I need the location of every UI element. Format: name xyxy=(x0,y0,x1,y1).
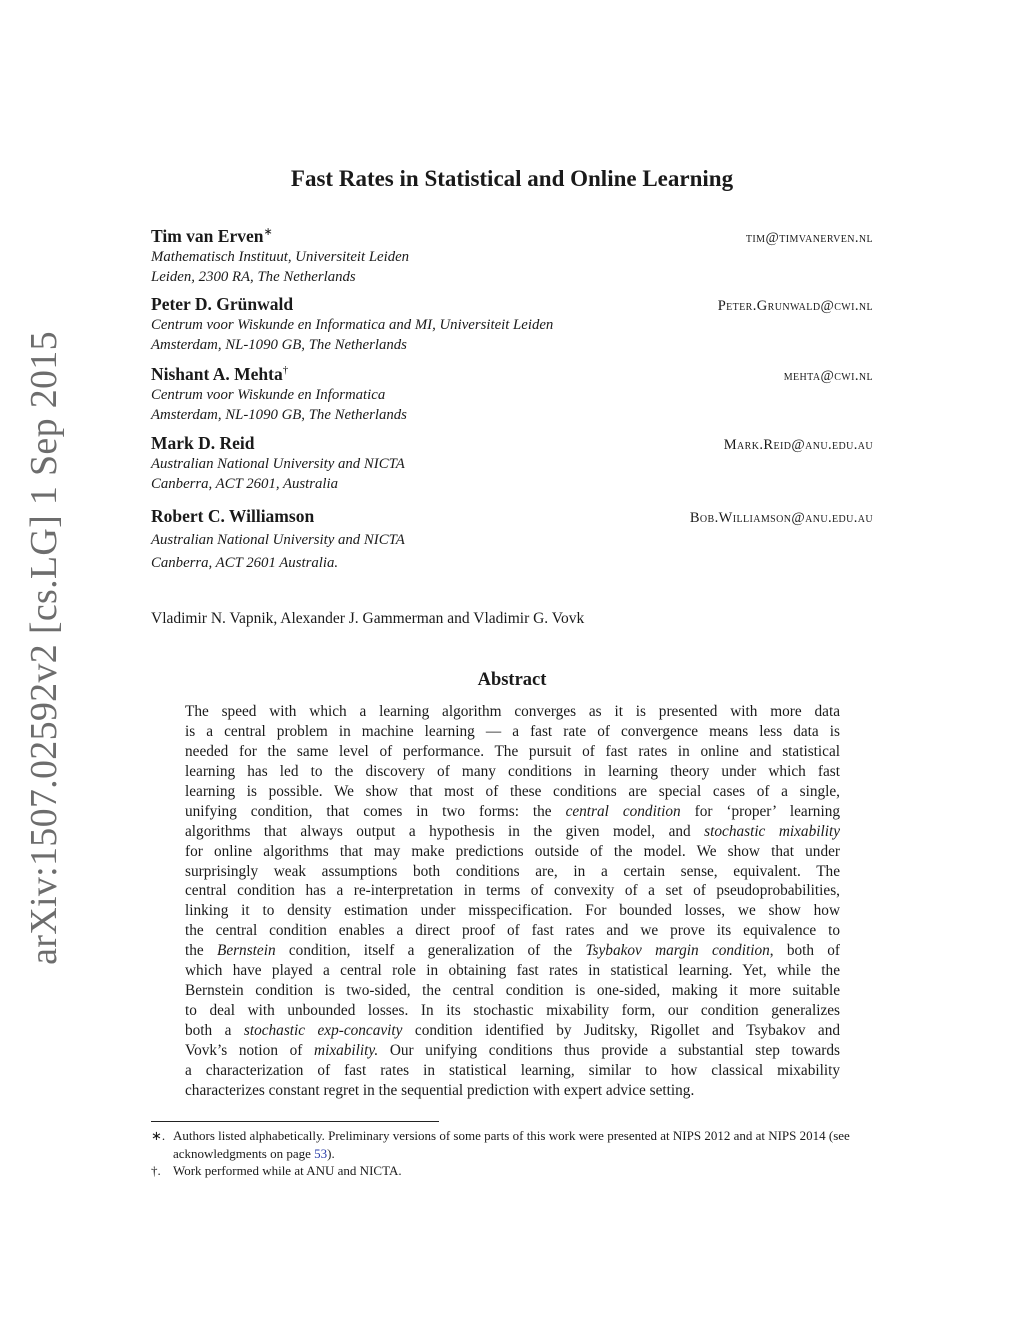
term-stochastic-mixability: stochastic mixability xyxy=(704,822,841,840)
author-address: Leiden, 2300 RA, The Netherlands xyxy=(151,268,356,285)
author-affiliation: Australian National University and NICTA xyxy=(151,456,405,472)
abstract-heading: Abstract xyxy=(477,670,547,690)
term-exp-concavity: stochastic exp-concavity xyxy=(243,1022,403,1039)
abstract-line: Bernstein condition is two-sided, the central condition is one-sided, making it more suitable xyxy=(185,982,840,1000)
footnotes xyxy=(151,1127,873,1180)
author-block xyxy=(151,506,873,573)
abstract-line: is a central problem in machine learning — a fast rate of convergence means less data is xyxy=(185,722,840,740)
editors-line: Vladimir N. Vapnik, Alexander J. Gammerman and Vladimir G. Vovk xyxy=(151,610,585,627)
abstract-line: linking it to density estimation under misspecification. For bounded losses, we show how xyxy=(185,902,840,920)
abstract-line: the Bernstein condition, itself a generalization of the Tsybakov margin condition, both of xyxy=(185,942,841,960)
author-block xyxy=(151,433,873,494)
author-affiliation: Mathematisch Instituut, Universiteit Leiden xyxy=(151,248,410,265)
abstract-line: for online algorithms that may make predictions outside of the model. We show that under xyxy=(185,842,840,860)
author-address: Amsterdam, NL-1090 GB, The Netherlands xyxy=(151,407,407,423)
term-tsybakov: Tsybakov margin condition xyxy=(585,942,770,960)
abstract-line: a characterization of fast rates in statistical learning, similar to how classical mixability xyxy=(185,1061,840,1079)
footnote-divider xyxy=(151,1121,439,1122)
abstract-line: which have played a central role in obtaining fast rates in statistical learning. Yet, while the xyxy=(185,962,840,980)
author-name: Nishant A. Mehta† xyxy=(151,364,289,384)
term-bernstein: Bernstein xyxy=(216,942,276,960)
author-address: Canberra, ACT 2601 Australia. xyxy=(151,555,339,571)
author-footnote-mark: † xyxy=(282,364,289,377)
author-address: Amsterdam, NL-1090 GB, The Netherlands xyxy=(151,337,407,353)
author-name: Tim van Erven∗ xyxy=(151,225,273,246)
abstract-line: needed for the same level of performance. The pursuit of fast rates in online and statistical xyxy=(185,742,840,760)
footnote-2: †. Work performed while at ANU and NICTA. xyxy=(151,1163,402,1178)
author-email[interactable]: mehta@cwi.nl xyxy=(783,368,873,384)
paper-title: Fast Rates in Statistical and Online Learning xyxy=(290,166,734,191)
abstract-line: learning is possible. We show that most of these conditions are special cases of a single, xyxy=(185,782,840,800)
footnote-1: ∗. Authors listed alphabetically. Preliminary versions of some parts of this work were presented at NIPS 2012 and at NIPS 2014 (see acknowledgments on page 53). xyxy=(151,1128,850,1161)
author-email[interactable]: Peter.Grunwald@cwi.nl xyxy=(717,298,873,314)
abstract-line: the central condition enables a direct proof of fast rates and we prove its equivalence to xyxy=(185,922,840,940)
term-central-condition: central condition xyxy=(565,802,681,820)
abstract-line: unifying condition, that comes in two forms: the central condition for ‘proper’ learning xyxy=(185,802,840,820)
author-name: Robert C. Williamson xyxy=(151,506,315,526)
author-footnote-mark: ∗ xyxy=(263,226,273,238)
author-block xyxy=(151,225,873,287)
author-name: Peter D. Grünwald xyxy=(151,294,294,314)
footnote-mark: †. xyxy=(151,1163,161,1178)
author-affiliation: Centrum voor Wiskunde en Informatica xyxy=(151,387,386,403)
author-address: Canberra, ACT 2601, Australia xyxy=(151,476,339,492)
author-block xyxy=(151,364,873,425)
page-link[interactable]: 53 xyxy=(314,1145,328,1161)
abstract-line: Vovk’s notion of mixability. Our unifying conditions thus provide a substantial step towards xyxy=(185,1041,840,1059)
author-affiliation: Centrum voor Wiskunde en Informatica and MI, Universiteit Leiden xyxy=(151,317,554,333)
abstract-line: learning has led to the discovery of many conditions in learning theory under which fast xyxy=(185,762,840,780)
abstract-line: both a stochastic exp-concavity condition identified by Juditsky, Rigollet and Tsybakov and xyxy=(185,1022,841,1039)
author-affiliation: Australian National University and NICTA xyxy=(151,532,405,548)
author-name: Mark D. Reid xyxy=(151,433,255,453)
author-email[interactable]: Mark.Reid@anu.edu.au xyxy=(723,437,873,453)
author-email[interactable]: Bob.Williamson@anu.edu.au xyxy=(689,510,873,526)
abstract-line: to deal with unbounded losses. In its stochastic mixability form, our condition generalizes xyxy=(185,1002,840,1020)
author-email[interactable]: tim@timvanerven.nl xyxy=(745,229,873,246)
footnote-mark: ∗. xyxy=(151,1128,166,1143)
abstract-line: The speed with which a learning algorithm converges as it is presented with more data xyxy=(185,703,840,720)
abstract-line: algorithms that always output a hypothesis in the given model, and stochastic mixability xyxy=(185,822,841,840)
term-mixability: mixability. xyxy=(314,1041,379,1059)
abstract-line: central condition has a re-interpretation in terms of convexity of a set of pseudoprobabilities, xyxy=(185,882,840,900)
author-block xyxy=(151,294,873,355)
abstract-line: characterizes constant regret in the sequential prediction with expert advice setting. xyxy=(185,1081,695,1099)
arxiv-identifier: arXiv:1507.02592v2 [cs.LG] 1 Sep 2015 xyxy=(23,331,65,965)
abstract-body xyxy=(185,702,840,1101)
abstract-line: surprisingly weak assumptions both conditions are, in a certain sense, equivalent. The xyxy=(185,862,840,880)
